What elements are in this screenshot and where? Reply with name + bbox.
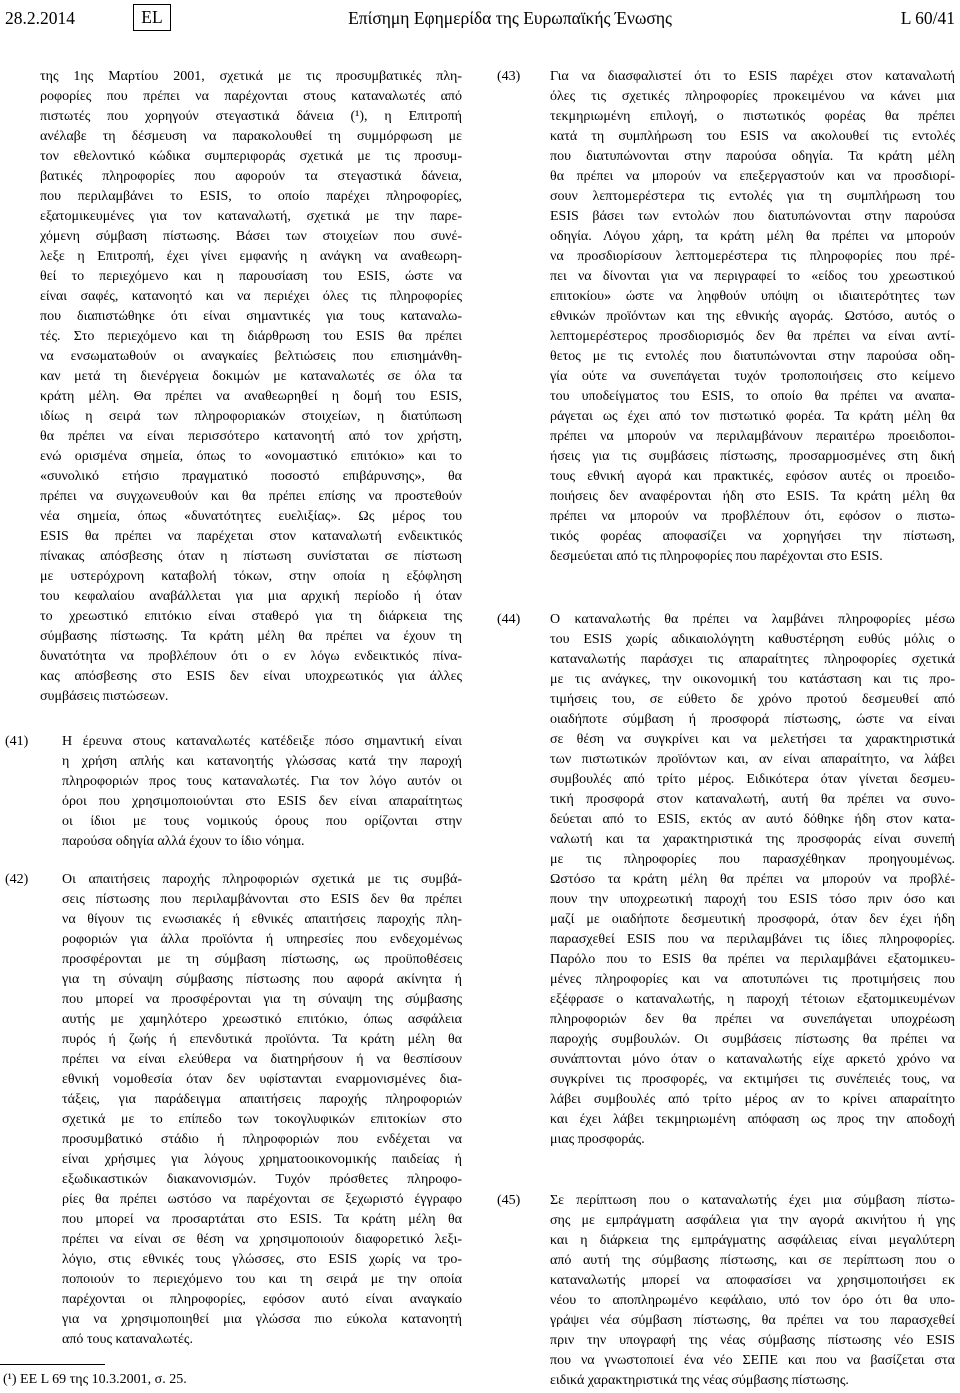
- text-line: για τη σύναψη σύμβασης πίστωσης που αφορά ακίνητα ή: [62, 972, 462, 987]
- text-line: πρέπει να μπορούν να περιλαμβάνουν περαιτέρω προειδοποι-: [550, 429, 955, 444]
- text-line: ESIS βάσει των εντολών που διατυπώνονται στην παρούσα: [550, 209, 955, 224]
- recital-number: (45): [497, 1193, 521, 1208]
- text-line: εξατομικευμένες για τον καταναλωτή, σχετικά με την παρε-: [40, 209, 462, 224]
- text-line: σε θέση να συγκρίνει και να μελετήσει τα χαρακτηριστικά: [550, 732, 955, 747]
- text-line: μένες πληροφορίες και να αποτυπώνει τις προτιμήσεις που: [550, 972, 955, 987]
- text-line: για να χρησιμοποιηθεί μια γλώσσα πιο εύκολα κατανοητή: [62, 1312, 462, 1327]
- text-line: εθνικών προϊόντων και της εθνικής αγοράς. Ωστόσο, αυτός ο: [550, 309, 955, 324]
- language-badge: EL: [133, 4, 171, 31]
- text-line: ποιήσεις δεν αναφέρονται ήδη στο ESIS. Τα κράτη μέλη θα: [550, 489, 955, 504]
- text-line: όλες τις σχετικές πληροφορίες προκειμένου να κάνει μια: [550, 89, 955, 104]
- text-line: Για να διασφαλιστεί ότι το ESIS παρέχει στον καταναλωτή: [550, 69, 955, 84]
- text-line: βατικές πληροφορίες που αφορούν τα στεγαστικά δάνεια,: [40, 169, 462, 184]
- footnote-separator: [0, 1364, 105, 1365]
- text-line: σχετικά με το επίπεδο των τοκογλυφικών επιτοκίων στο: [62, 1112, 462, 1127]
- text-line: κατά τη συμπλήρωση του ESIS να ακολουθεί τις εντολές: [550, 129, 955, 144]
- text-line: προσυμβατικό στάδιο ή πληροφοριών που ενδέχεται να: [62, 1132, 462, 1147]
- footnote: [3, 1370, 187, 1390]
- text-line: γία ούτε να συνεπάγεται τυχόν τροποποιήσεις στο κείμενο: [550, 369, 955, 384]
- text-line: πυρός ή ζωής ή επενδυτικά προϊόντα. Τα κράτη μέλη θα: [62, 1032, 462, 1047]
- text-line: παρέχονται οι πληροφορίες, εφόσον αυτό είναι αναγκαίο: [62, 1292, 462, 1307]
- text-line: τάξεις, για παράδειγμα απαιτήσεις παροχής πληροφοριών: [62, 1092, 462, 1107]
- text-line: του υποδείγματος του ESIS, το οποίο θα πρέπει να αναπα-: [550, 389, 955, 404]
- text-line: που να γνωστοποιεί ένα νέο ΣΕΠΕ και που να βασίζεται στα: [550, 1353, 955, 1368]
- text-line: ανέλαβε τη δέσμευση να παρακολουθεί τη συμμόρφωση με: [40, 129, 462, 144]
- text-line: με τις πληροφορίες που παρασχέθηκαν προηγουμένως.: [550, 852, 955, 867]
- text-line: προσφέρονται με τη σύμβαση πίστωσης, ως προϋποθέσεις: [62, 952, 462, 967]
- text-line: καν μετά τη διενέργεια δοκιμών με καταναλωτές σε όλα τα: [40, 369, 462, 384]
- text-line: μαζί με οιαδήποτε δεσμευτική προσφορά, όταν δεν έχει ήδη: [550, 912, 955, 927]
- text-line: σουν λεπτομερέστερα τις εντολές για τη συμπλήρωση του: [550, 189, 955, 204]
- text-line: ιδίως η σειρά των πληροφοριακών στοιχείων, η διατύπωση: [40, 409, 462, 424]
- text-line: σεις πίστωσης που περιλαμβάνονται στο ESIS δεν θα πρέπει: [62, 892, 462, 907]
- text-line: κράτη μέλη. Θα πρέπει να αναθεωρηθεί η δομή του ESIS,: [40, 389, 462, 404]
- recital-41: [62, 732, 462, 852]
- recital-43: [550, 67, 955, 567]
- text-line: Η έρευνα στους καταναλωτές κατέδειξε πόσο σημαντική είναι: [62, 734, 462, 749]
- text-line: πίνακας απόσβεσης όταν η πίστωση συνίσταται σε πίστωση: [40, 549, 462, 564]
- recital-number: (43): [497, 69, 521, 84]
- text-line: είναι σαφές, κατανοητό και να περιέχει όλες τις πληροφορίες: [40, 289, 462, 304]
- text-line: οιαδήποτε σύμβαση ή προσφορά πίστωσης, ώστε να είναι: [550, 712, 955, 727]
- recital-45: [550, 1191, 955, 1391]
- text-line: Παρόλο που το ESIS θα πρέπει να περιλαμβάνει εξατομικευ-: [550, 952, 955, 967]
- text-line: από τους καταναλωτές.: [62, 1332, 193, 1347]
- publication-date: 28.2.2014: [5, 8, 75, 28]
- text-line: πιστωτές που χορηγούν στεγαστικά δάνεια (¹), η Επιτροπή: [40, 109, 462, 124]
- text-line: λεξε η Επιτροπή, έχει γίνει εμφανής η ανάγκη να αναθεωρη-: [40, 249, 462, 264]
- recital-42: [62, 870, 462, 1350]
- text-line: της 1ης Μαρτίου 2001, σχετικά με τις προσυμβατικές πλη-: [40, 69, 462, 84]
- text-line: πριν την υπογραφή της νέας σύμβασης πίστωσης νέο ESIS: [550, 1333, 955, 1348]
- text-line: κας απόσβεσης στο ESIS δεν είναι υποχρεωτικός για άλλες: [40, 669, 462, 684]
- text-line: ESIS θα πρέπει να παρέχεται στον καταναλωτή ενδεικτικός: [40, 529, 462, 544]
- text-line: τιμήσεις του, σε εύθετο δε χρόνο προτού δεσμευθεί από: [550, 692, 955, 707]
- text-line: πρέπει να συγχωνευθούν και θα πρέπει επίσης να προστεθούν: [40, 489, 462, 504]
- recital-number: (44): [497, 612, 521, 627]
- text-line: λόγιο, στις εθνικές τους γλώσσες, στο ESIS χωρίς να τρο-: [62, 1252, 462, 1267]
- text-line: πρέπει να είναι ελεύθερα να διατηρήσουν ή να θεσπίσουν: [62, 1052, 462, 1067]
- text-line: που διαπιστώθηκε ότι είναι σημαντικές για τους καταναλω-: [40, 309, 462, 324]
- text-line: ναλωτή και τα χαρακτηριστικά της προσφοράς είναι συνεπή: [550, 832, 955, 847]
- recital-number: (42): [5, 872, 29, 887]
- text-line: ρίες θα πρέπει ωστόσο να παρέχονται σε ξεχωριστό έγγραφο: [62, 1192, 462, 1207]
- text-line: καταναλωτής παράσχει τις απαραίτητες πληροφορίες σχετικά: [550, 652, 955, 667]
- text-line: του ESIS χωρίς αδικαιολόγητη καθυστέρηση ευθύς μόλις ο: [550, 632, 955, 647]
- text-line: τική προσφορά στον καταναλωτή, αυτή θα πρέπει να συνο-: [550, 792, 955, 807]
- text-line: οδηγία. Λόγου χάρη, τα κράτη μέλη θα πρέπει να μπορούν: [550, 229, 955, 244]
- text-line: σης με εμπράγματη ασφάλεια για την αγορά ακινήτου ή γης: [550, 1213, 955, 1228]
- text-line: Οι απαιτήσεις παροχής πληροφοριών σχετικά με τις συμβά-: [62, 872, 462, 887]
- text-line: του κεφαλαίου αναβάλλεται για μια αρχική περίοδο ή όταν: [40, 589, 462, 604]
- text-line: λεπτομερέστερος προσδιορισμός δεν θα πρέπει να είναι αντί-: [550, 329, 955, 344]
- text-line: οι ίδιοι με τους νομικούς όρους που ορίζονται στην: [62, 814, 462, 829]
- recital-number: (41): [5, 734, 29, 749]
- text-line: πρέπει να είναι σε θέση να χρησιμοποιούν διαφορετικό λεξι-: [62, 1232, 462, 1247]
- text-line: να προσδιορίσουν λεπτομερέστερα τις πληροφορίες που πρέ-: [550, 249, 955, 264]
- text-line: θετος με τις εντολές που διατυπώνονται στην παρούσα οδη-: [550, 349, 955, 364]
- text-line: ποποιούν το περιεχόμενο του και τη σειρά με την οποία: [62, 1272, 462, 1287]
- journal-title: Επίσημη Εφημερίδα της Ευρωπαϊκής Ένωσης: [348, 8, 672, 28]
- text-line: να θίγουν τις ενωσιακές ή εθνικές απαιτήσεις παροχής πλη-: [62, 912, 462, 927]
- text-line: που περιλαμβάνει το ESIS, το οποίο παρέχει πληροφορίες,: [40, 189, 462, 204]
- text-line: Ο καταναλωτής θα πρέπει να λαμβάνει πληροφορίες μέσω: [550, 612, 955, 627]
- text-line: ειδικά χαρακτηριστικά της νέας σύμβασης πίστωσης.: [550, 1373, 849, 1388]
- text-line: η χρήση απλής και κατανοητής γλώσσας κατά την παροχή: [62, 754, 462, 769]
- text-line: παρασχεθεί ESIS που να περιλαμβάνει τις ίδιες πληροφορίες.: [550, 932, 955, 947]
- text-line: συνάπτονται μόνο όταν ο καταναλωτής είχε αρκετό χρόνο να: [550, 1052, 955, 1067]
- text-line: θα πρέπει να είναι περισσότερο κατανοητή από τον χρήστη,: [40, 429, 462, 444]
- text-line: σύμβασης πίστωσης. Τα κράτη μέλη θα πρέπει να έχουν τη: [40, 629, 462, 644]
- text-line: δυνατότητα να προβλέπουν ότι ο εν λόγω ενδεικτικός πίνα-: [40, 649, 462, 664]
- text-line: που μπορεί να προσαρτάται στο ESIS. Τα κράτη μέλη θα: [62, 1212, 462, 1227]
- text-line: αυτής με χαμηλότερο χρεωστικό επιτόκιο, όπως ασφάλεια: [62, 1012, 462, 1027]
- text-line: επιτοκίου» ώστε να ληφθούν υπόψη οι ιδιαιτερότητες των: [550, 289, 955, 304]
- text-line: που μπορεί να προσφέρονται για τη σύναψη της σύμβασης: [62, 992, 462, 1007]
- text-line: από αυτή της σύμβασης πίστωσης, και σε περίπτωση που ο: [550, 1253, 955, 1268]
- text-line: όροι που χρησιμοποιούνται στο ESIS δεν είναι απαραίτητως: [62, 794, 462, 809]
- text-line: εθνική νομοθεσία όταν δεν υφίστανται εναρμονισμένες δια-: [62, 1072, 462, 1087]
- text-line: που διατυπώνονται στην παρούσα οδηγία. Τα κράτη μέλη: [550, 149, 955, 164]
- text-line: το χρεωστικό επιτόκιο είναι σταθερό για τη διάρκεια της: [40, 609, 462, 624]
- text-line: τικός φορέας αποφασίζει να χορηγήσει την πίστωση,: [550, 529, 955, 544]
- text-line: και έχει λάβει τεκμηριωμένη απόφαση ως προς την αποδοχή: [550, 1112, 955, 1127]
- footnote-text: ΕΕ L 69 της 10.3.2001, σ. 25.: [20, 1372, 187, 1387]
- text-line: παροχής συμβουλών. Οι συμβάσεις πίστωσης θα πρέπει να: [550, 1032, 955, 1047]
- text-line: συμβουλές από τρίτο μέρος. Ειδικότερα όταν γίνεται δεσμευ-: [550, 772, 955, 787]
- text-line: θεί το περιεχόμενο και η παρουσίαση του ESIS, ώστε να: [40, 269, 462, 284]
- text-line: συμβάσεις πιστώσεων.: [40, 689, 169, 704]
- text-line: συγκρίνει τις προσφορές, να εκτιμήσει τις συνέπειές τους, να: [550, 1072, 955, 1087]
- text-line: των πιστωτικών προϊόντων και, αν είναι απαραίτητο, να λάβει: [550, 752, 955, 767]
- text-line: Ωστόσο τα κράτη μέλη θα πρέπει να μπορούν να προβλέ-: [550, 872, 955, 887]
- text-line: νέου το αποπληρωμένο κεφάλαιο, υπό τον όρο ότι θα υπο-: [550, 1293, 955, 1308]
- recital-continuation: [40, 67, 462, 707]
- text-line: τές. Στο περιεχόμενο και τη διάρθρωση του ESIS θα πρέπει: [40, 329, 462, 344]
- text-line: μιας προσφοράς.: [550, 1132, 645, 1147]
- text-line: εξέφρασε ο καταναλωτής, η παροχή τέτοιων εξατομικευμένων: [550, 992, 955, 1007]
- text-line: είναι χρήσιμες για λόγους χρηματοοικονομικής παιδείας ή: [62, 1152, 462, 1167]
- text-line: τον εθελοντικό κώδικα συμπεριφοράς σχετικά με τις προσυμ-: [40, 149, 462, 164]
- text-line: εξωδικαστικών διακανονισμών. Τυχόν πρόσθετες πληροφο-: [62, 1172, 462, 1187]
- text-line: ήσεις για τις συμβάσεις πίστωσης, προσαρμοσμένες στη δική: [550, 449, 955, 464]
- footnote-marker: (¹): [3, 1372, 17, 1387]
- text-line: ράγεται ως έχει από τον πιστωτικό φορέα. Τα κράτη μέλη θα: [550, 409, 955, 424]
- text-line: δεύεται από το ESIS, εκτός αν αυτό δόθηκε ήδη στον κατα-: [550, 812, 955, 827]
- text-line: ενώ ορισμένα σημεία, όπως το «ονομαστικό επιτόκιο» και το: [40, 449, 462, 464]
- text-line: με τις ανάγκες, την οικονομική του κατάσταση και τις προ-: [550, 672, 955, 687]
- text-line: τεκμηριωμένη επιλογή, ο πιστωτικός φορέας θα πρέπει: [550, 109, 955, 124]
- text-line: θα πρέπει να μπορούν να επεξεργαστούν και να προσδιορί-: [550, 169, 955, 184]
- text-line: πουν την υποχρεωτική παροχή του ESIS τόσο πριν όσο και: [550, 892, 955, 907]
- text-line: να ενσωματωθούν οι αναγκαίες βελτιώσεις που επισημάνθη-: [40, 349, 462, 364]
- text-line: ροφορίες που πρέπει να παρέχονται στους καταναλωτές από: [40, 89, 462, 104]
- text-line: πληροφοριών δεν θα πρέπει να συνεπάγεται υποχρέωση: [550, 1012, 955, 1027]
- recital-44: [550, 610, 955, 1150]
- text-line: ροφοριών για άλλα προϊόντα ή υπηρεσίες που ενδεχομένως: [62, 932, 462, 947]
- text-line: δεσμεύεται από τις πληροφορίες που παρέχονται στο ESIS.: [550, 549, 883, 564]
- text-line: και η διάρκεια της εμπράγματης ασφάλειας είναι μεγαλύτερη: [550, 1233, 955, 1248]
- text-line: τους εθνική αγορά και πρακτικές, εφόσον αυτές οι προειδο-: [550, 469, 955, 484]
- text-line: καταναλωτής μπορεί να αποφασίσει να χρησιμοποιήσει εκ: [550, 1273, 955, 1288]
- text-line: νέα σημεία, όπως «δυνατότητες ευελιξίας». Ως μέρος του: [40, 509, 462, 524]
- text-line: χόμενη σύμβαση πίστωσης. Βάσει των στοιχείων που συνέ-: [40, 229, 462, 244]
- text-line: παρούσα οδηγία αλλά έχουν το ίδιο νόημα.: [62, 834, 305, 849]
- page-reference: L 60/41: [900, 8, 955, 28]
- text-line: Σε περίπτωση που ο καταναλωτής έχει μια σύμβαση πίστω-: [550, 1193, 955, 1208]
- text-line: λάβει συμβουλές από τρίτο μέρος αν το κρίνει απαραίτητο: [550, 1092, 955, 1107]
- text-line: «συνολικό ετήσιο πραγματικό ποσοστό επιβάρυνσης», θα: [40, 469, 462, 484]
- text-line: πληροφοριών προς τους καταναλωτές. Για τον λόγο αυτόν οι: [62, 774, 462, 789]
- text-line: πρέπει να μπορούν να προβλέπουν ότι, εφόσον ο πιστω-: [550, 509, 955, 524]
- text-line: με υστερόχρονη καταβολή τόκων, στην οποία η εξόφληση: [40, 569, 462, 584]
- text-line: πει να δίνονται για να περιγραφεί το «είδος του χρεωστικού: [550, 269, 955, 284]
- text-line: γράψει νέα σύμβαση πίστωσης, θα πρέπει να του παρασχεθεί: [550, 1313, 955, 1328]
